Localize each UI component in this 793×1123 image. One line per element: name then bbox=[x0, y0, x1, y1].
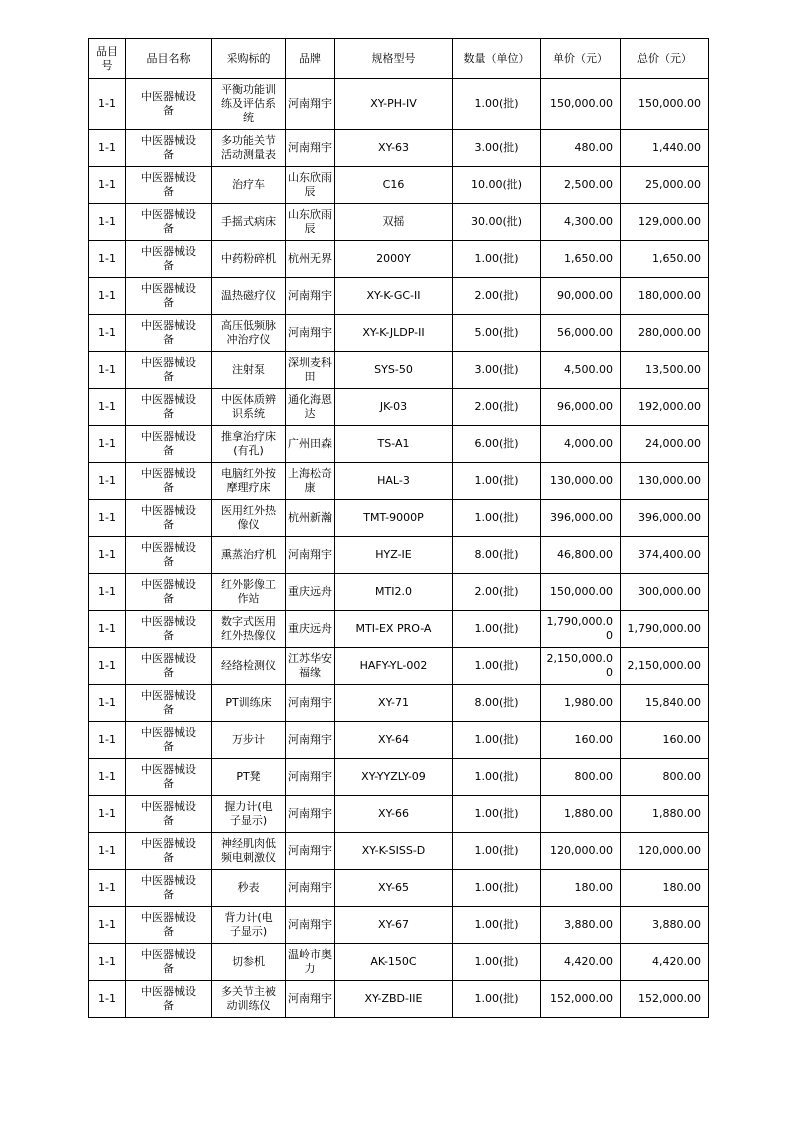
table-row bbox=[89, 759, 709, 796]
cell-model: XY-71 bbox=[335, 685, 453, 722]
cell-total-price: 300,000.00 bbox=[621, 574, 709, 611]
cell-item-no: 1-1 bbox=[89, 315, 126, 352]
cell-brand: 河南翔宇 bbox=[286, 315, 335, 352]
cell-total-price: 24,000.00 bbox=[621, 426, 709, 463]
cell-item-name: 中医器械设备 bbox=[126, 537, 212, 574]
cell-procurement-target: 中药粉碎机 bbox=[212, 241, 286, 278]
cell-brand: 上海松奇康 bbox=[286, 463, 335, 500]
cell-unit-price: 1,980.00 bbox=[541, 685, 621, 722]
cell-total-price: 120,000.00 bbox=[621, 833, 709, 870]
cell-item-name: 中医器械设备 bbox=[126, 944, 212, 981]
cell-quantity: 6.00(批) bbox=[453, 426, 541, 463]
cell-item-no: 1-1 bbox=[89, 278, 126, 315]
cell-quantity: 2.00(批) bbox=[453, 278, 541, 315]
cell-item-no: 1-1 bbox=[89, 870, 126, 907]
cell-unit-price: 800.00 bbox=[541, 759, 621, 796]
cell-unit-price: 4,500.00 bbox=[541, 352, 621, 389]
table-row bbox=[89, 500, 709, 537]
cell-unit-price: 130,000.00 bbox=[541, 463, 621, 500]
cell-quantity: 1.00(批) bbox=[453, 944, 541, 981]
cell-procurement-target: 温热磁疗仪 bbox=[212, 278, 286, 315]
cell-procurement-target: PT训练床 bbox=[212, 685, 286, 722]
cell-item-no: 1-1 bbox=[89, 574, 126, 611]
cell-item-name: 中医器械设备 bbox=[126, 981, 212, 1018]
cell-brand: 温岭市奥力 bbox=[286, 944, 335, 981]
cell-item-no: 1-1 bbox=[89, 685, 126, 722]
table-row bbox=[89, 722, 709, 759]
cell-item-no: 1-1 bbox=[89, 463, 126, 500]
cell-procurement-target: 注射泵 bbox=[212, 352, 286, 389]
cell-unit-price: 4,420.00 bbox=[541, 944, 621, 981]
cell-unit-price: 180.00 bbox=[541, 870, 621, 907]
header-unit-price: 单价（元） bbox=[541, 39, 621, 79]
cell-brand: 河南翔宇 bbox=[286, 907, 335, 944]
procurement-items-table bbox=[88, 38, 709, 1018]
cell-procurement-target: 电脑红外按摩理疗床 bbox=[212, 463, 286, 500]
cell-procurement-target: 平衡功能训练及评估系统 bbox=[212, 79, 286, 130]
cell-unit-price: 4,300.00 bbox=[541, 204, 621, 241]
cell-brand: 河南翔宇 bbox=[286, 722, 335, 759]
header-brand: 品牌 bbox=[286, 39, 335, 79]
table-row bbox=[89, 685, 709, 722]
cell-item-name: 中医器械设备 bbox=[126, 241, 212, 278]
cell-item-name: 中医器械设备 bbox=[126, 463, 212, 500]
cell-total-price: 150,000.00 bbox=[621, 79, 709, 130]
cell-model: TS-A1 bbox=[335, 426, 453, 463]
cell-quantity: 2.00(批) bbox=[453, 574, 541, 611]
table-row bbox=[89, 241, 709, 278]
cell-unit-price: 90,000.00 bbox=[541, 278, 621, 315]
table-row bbox=[89, 389, 709, 426]
cell-brand: 河南翔宇 bbox=[286, 278, 335, 315]
cell-unit-price: 2,500.00 bbox=[541, 167, 621, 204]
cell-item-name: 中医器械设备 bbox=[126, 833, 212, 870]
cell-brand: 重庆远舟 bbox=[286, 611, 335, 648]
cell-unit-price: 46,800.00 bbox=[541, 537, 621, 574]
cell-item-name: 中医器械设备 bbox=[126, 204, 212, 241]
cell-model: SYS-50 bbox=[335, 352, 453, 389]
cell-item-no: 1-1 bbox=[89, 167, 126, 204]
table-header-row bbox=[89, 39, 709, 79]
cell-model: XY-ZBD-IIE bbox=[335, 981, 453, 1018]
cell-total-price: 15,840.00 bbox=[621, 685, 709, 722]
cell-unit-price: 120,000.00 bbox=[541, 833, 621, 870]
cell-brand: 江苏华安福缘 bbox=[286, 648, 335, 685]
table-row bbox=[89, 315, 709, 352]
cell-total-price: 13,500.00 bbox=[621, 352, 709, 389]
cell-total-price: 1,880.00 bbox=[621, 796, 709, 833]
table-row bbox=[89, 79, 709, 130]
cell-total-price: 152,000.00 bbox=[621, 981, 709, 1018]
cell-item-name: 中医器械设备 bbox=[126, 167, 212, 204]
cell-item-no: 1-1 bbox=[89, 79, 126, 130]
table-row bbox=[89, 833, 709, 870]
cell-procurement-target: 切参机 bbox=[212, 944, 286, 981]
cell-model: 双摇 bbox=[335, 204, 453, 241]
cell-brand: 河南翔宇 bbox=[286, 537, 335, 574]
cell-model: XY-K-JLDP-II bbox=[335, 315, 453, 352]
cell-unit-price: 150,000.00 bbox=[541, 574, 621, 611]
cell-item-no: 1-1 bbox=[89, 500, 126, 537]
cell-quantity: 3.00(批) bbox=[453, 130, 541, 167]
cell-model: 2000Y bbox=[335, 241, 453, 278]
cell-brand: 杭州无界 bbox=[286, 241, 335, 278]
cell-quantity: 1.00(批) bbox=[453, 759, 541, 796]
cell-model: TMT-9000P bbox=[335, 500, 453, 537]
cell-procurement-target: 握力计(电子显示) bbox=[212, 796, 286, 833]
cell-model: XY-K-SISS-D bbox=[335, 833, 453, 870]
cell-quantity: 8.00(批) bbox=[453, 685, 541, 722]
cell-quantity: 3.00(批) bbox=[453, 352, 541, 389]
cell-quantity: 1.00(批) bbox=[453, 833, 541, 870]
cell-model: AK-150C bbox=[335, 944, 453, 981]
cell-item-no: 1-1 bbox=[89, 241, 126, 278]
header-model: 规格型号 bbox=[335, 39, 453, 79]
cell-item-no: 1-1 bbox=[89, 722, 126, 759]
cell-total-price: 130,000.00 bbox=[621, 463, 709, 500]
cell-model: HAFY-YL-002 bbox=[335, 648, 453, 685]
cell-quantity: 1.00(批) bbox=[453, 611, 541, 648]
cell-total-price: 180.00 bbox=[621, 870, 709, 907]
cell-procurement-target: 医用红外热像仪 bbox=[212, 500, 286, 537]
table-body bbox=[89, 79, 709, 1018]
header-procurement-target: 采购标的 bbox=[212, 39, 286, 79]
cell-brand: 山东欣雨辰 bbox=[286, 167, 335, 204]
cell-unit-price: 4,000.00 bbox=[541, 426, 621, 463]
cell-total-price: 4,420.00 bbox=[621, 944, 709, 981]
cell-model: HYZ-IE bbox=[335, 537, 453, 574]
table-row bbox=[89, 537, 709, 574]
cell-brand: 重庆远舟 bbox=[286, 574, 335, 611]
table-row bbox=[89, 278, 709, 315]
cell-item-name: 中医器械设备 bbox=[126, 352, 212, 389]
cell-model: XY-64 bbox=[335, 722, 453, 759]
cell-model: XY-63 bbox=[335, 130, 453, 167]
cell-brand: 河南翔宇 bbox=[286, 759, 335, 796]
cell-unit-price: 480.00 bbox=[541, 130, 621, 167]
table-row bbox=[89, 167, 709, 204]
cell-unit-price: 56,000.00 bbox=[541, 315, 621, 352]
cell-procurement-target: 熏蒸治疗机 bbox=[212, 537, 286, 574]
cell-quantity: 1.00(批) bbox=[453, 500, 541, 537]
cell-model: MTI-EX PRO-A bbox=[335, 611, 453, 648]
cell-procurement-target: 万步计 bbox=[212, 722, 286, 759]
cell-quantity: 8.00(批) bbox=[453, 537, 541, 574]
cell-item-no: 1-1 bbox=[89, 648, 126, 685]
cell-quantity: 30.00(批) bbox=[453, 204, 541, 241]
cell-procurement-target: 神经肌肉低频电刺激仪 bbox=[212, 833, 286, 870]
cell-brand: 山东欣雨辰 bbox=[286, 204, 335, 241]
table-row bbox=[89, 352, 709, 389]
cell-quantity: 1.00(批) bbox=[453, 241, 541, 278]
cell-total-price: 1,790,000.00 bbox=[621, 611, 709, 648]
cell-procurement-target: 红外影像工作站 bbox=[212, 574, 286, 611]
cell-brand: 杭州新瀚 bbox=[286, 500, 335, 537]
header-item-name: 品目名称 bbox=[126, 39, 212, 79]
cell-brand: 河南翔宇 bbox=[286, 79, 335, 130]
cell-total-price: 2,150,000.00 bbox=[621, 648, 709, 685]
cell-total-price: 280,000.00 bbox=[621, 315, 709, 352]
cell-item-name: 中医器械设备 bbox=[126, 278, 212, 315]
cell-item-name: 中医器械设备 bbox=[126, 130, 212, 167]
cell-brand: 河南翔宇 bbox=[286, 796, 335, 833]
table-row bbox=[89, 426, 709, 463]
cell-item-name: 中医器械设备 bbox=[126, 796, 212, 833]
cell-unit-price: 160.00 bbox=[541, 722, 621, 759]
cell-procurement-target: 中医体质辨识系统 bbox=[212, 389, 286, 426]
cell-quantity: 1.00(批) bbox=[453, 796, 541, 833]
cell-total-price: 396,000.00 bbox=[621, 500, 709, 537]
header-total-price: 总价（元） bbox=[621, 39, 709, 79]
cell-item-name: 中医器械设备 bbox=[126, 574, 212, 611]
table-row bbox=[89, 130, 709, 167]
cell-unit-price: 96,000.00 bbox=[541, 389, 621, 426]
table-row bbox=[89, 870, 709, 907]
cell-brand: 河南翔宇 bbox=[286, 981, 335, 1018]
table-row bbox=[89, 204, 709, 241]
table-row bbox=[89, 944, 709, 981]
header-quantity-unit: 数量（单位） bbox=[453, 39, 541, 79]
cell-brand: 通化海恩达 bbox=[286, 389, 335, 426]
cell-quantity: 1.00(批) bbox=[453, 722, 541, 759]
cell-item-no: 1-1 bbox=[89, 796, 126, 833]
cell-model: XY-66 bbox=[335, 796, 453, 833]
table-row bbox=[89, 796, 709, 833]
cell-item-no: 1-1 bbox=[89, 130, 126, 167]
cell-item-name: 中医器械设备 bbox=[126, 870, 212, 907]
table-row bbox=[89, 463, 709, 500]
cell-total-price: 1,440.00 bbox=[621, 130, 709, 167]
cell-procurement-target: 手摇式病床 bbox=[212, 204, 286, 241]
cell-item-no: 1-1 bbox=[89, 907, 126, 944]
cell-item-no: 1-1 bbox=[89, 981, 126, 1018]
cell-item-name: 中医器械设备 bbox=[126, 759, 212, 796]
cell-total-price: 180,000.00 bbox=[621, 278, 709, 315]
cell-item-no: 1-1 bbox=[89, 759, 126, 796]
cell-total-price: 129,000.00 bbox=[621, 204, 709, 241]
cell-quantity: 1.00(批) bbox=[453, 463, 541, 500]
cell-item-name: 中医器械设备 bbox=[126, 500, 212, 537]
table-row bbox=[89, 611, 709, 648]
table-row bbox=[89, 981, 709, 1018]
cell-quantity: 10.00(批) bbox=[453, 167, 541, 204]
cell-total-price: 3,880.00 bbox=[621, 907, 709, 944]
cell-item-no: 1-1 bbox=[89, 611, 126, 648]
cell-model: MTI2.0 bbox=[335, 574, 453, 611]
cell-item-name: 中医器械设备 bbox=[126, 685, 212, 722]
cell-item-no: 1-1 bbox=[89, 944, 126, 981]
cell-procurement-target: 推拿治疗床(有孔) bbox=[212, 426, 286, 463]
header-item-no: 品目号 bbox=[89, 39, 126, 79]
cell-unit-price: 3,880.00 bbox=[541, 907, 621, 944]
cell-brand: 广州田森 bbox=[286, 426, 335, 463]
cell-procurement-target: 多关节主被动训练仪 bbox=[212, 981, 286, 1018]
cell-unit-price: 1,880.00 bbox=[541, 796, 621, 833]
cell-procurement-target: PT凳 bbox=[212, 759, 286, 796]
cell-procurement-target: 数字式医用红外热像仪 bbox=[212, 611, 286, 648]
cell-item-name: 中医器械设备 bbox=[126, 648, 212, 685]
cell-item-no: 1-1 bbox=[89, 426, 126, 463]
cell-brand: 河南翔宇 bbox=[286, 130, 335, 167]
cell-brand: 深圳麦科田 bbox=[286, 352, 335, 389]
cell-total-price: 160.00 bbox=[621, 722, 709, 759]
cell-brand: 河南翔宇 bbox=[286, 685, 335, 722]
cell-unit-price: 2,150,000.00 bbox=[541, 648, 621, 685]
cell-item-name: 中医器械设备 bbox=[126, 722, 212, 759]
cell-model: HAL-3 bbox=[335, 463, 453, 500]
cell-quantity: 1.00(批) bbox=[453, 79, 541, 130]
cell-brand: 河南翔宇 bbox=[286, 833, 335, 870]
cell-item-no: 1-1 bbox=[89, 389, 126, 426]
cell-item-no: 1-1 bbox=[89, 204, 126, 241]
cell-quantity: 1.00(批) bbox=[453, 648, 541, 685]
cell-item-no: 1-1 bbox=[89, 352, 126, 389]
cell-procurement-target: 多功能关节活动测量表 bbox=[212, 130, 286, 167]
cell-model: XY-67 bbox=[335, 907, 453, 944]
table-header bbox=[89, 39, 709, 79]
cell-model: XY-65 bbox=[335, 870, 453, 907]
cell-item-name: 中医器械设备 bbox=[126, 611, 212, 648]
cell-unit-price: 150,000.00 bbox=[541, 79, 621, 130]
cell-procurement-target: 经络检测仪 bbox=[212, 648, 286, 685]
cell-item-name: 中医器械设备 bbox=[126, 907, 212, 944]
cell-unit-price: 396,000.00 bbox=[541, 500, 621, 537]
cell-procurement-target: 治疗车 bbox=[212, 167, 286, 204]
cell-procurement-target: 背力计(电子显示) bbox=[212, 907, 286, 944]
cell-model: XY-YYZLY-09 bbox=[335, 759, 453, 796]
cell-model: C16 bbox=[335, 167, 453, 204]
cell-item-name: 中医器械设备 bbox=[126, 389, 212, 426]
cell-quantity: 1.00(批) bbox=[453, 907, 541, 944]
cell-quantity: 1.00(批) bbox=[453, 870, 541, 907]
cell-item-name: 中医器械设备 bbox=[126, 426, 212, 463]
cell-model: XY-PH-IV bbox=[335, 79, 453, 130]
cell-item-name: 中医器械设备 bbox=[126, 79, 212, 130]
cell-unit-price: 1,790,000.00 bbox=[541, 611, 621, 648]
table-row bbox=[89, 907, 709, 944]
cell-item-no: 1-1 bbox=[89, 833, 126, 870]
cell-total-price: 25,000.00 bbox=[621, 167, 709, 204]
cell-item-no: 1-1 bbox=[89, 537, 126, 574]
cell-model: XY-K-GC-II bbox=[335, 278, 453, 315]
cell-quantity: 2.00(批) bbox=[453, 389, 541, 426]
cell-item-name: 中医器械设备 bbox=[126, 315, 212, 352]
cell-total-price: 1,650.00 bbox=[621, 241, 709, 278]
cell-unit-price: 152,000.00 bbox=[541, 981, 621, 1018]
cell-total-price: 192,000.00 bbox=[621, 389, 709, 426]
cell-quantity: 5.00(批) bbox=[453, 315, 541, 352]
cell-total-price: 374,400.00 bbox=[621, 537, 709, 574]
cell-model: JK-03 bbox=[335, 389, 453, 426]
cell-quantity: 1.00(批) bbox=[453, 981, 541, 1018]
table-row bbox=[89, 648, 709, 685]
table-row bbox=[89, 574, 709, 611]
cell-procurement-target: 秒表 bbox=[212, 870, 286, 907]
cell-unit-price: 1,650.00 bbox=[541, 241, 621, 278]
cell-procurement-target: 高压低频脉冲治疗仪 bbox=[212, 315, 286, 352]
cell-total-price: 800.00 bbox=[621, 759, 709, 796]
cell-brand: 河南翔宇 bbox=[286, 870, 335, 907]
